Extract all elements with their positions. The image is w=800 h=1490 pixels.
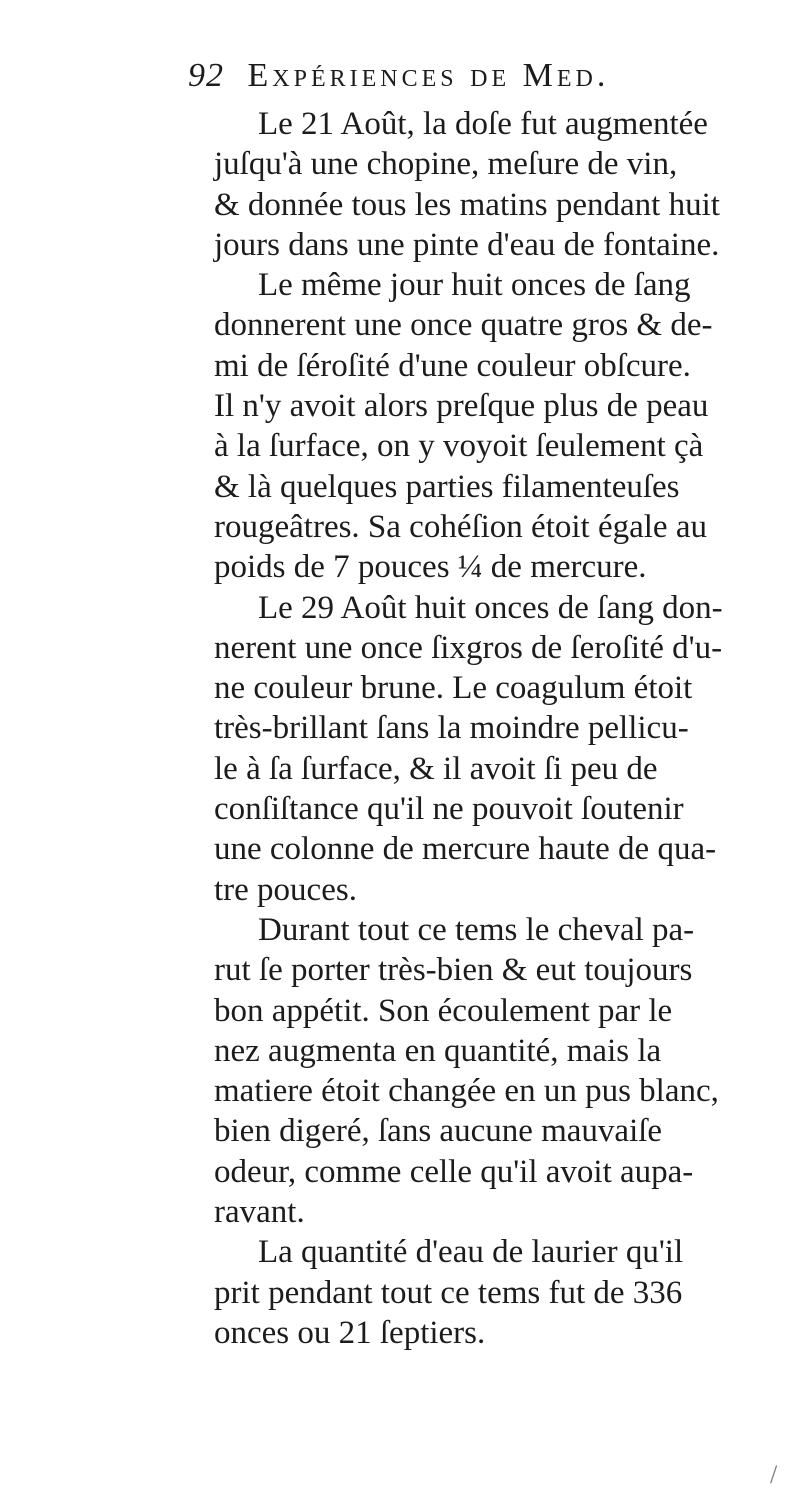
text-line: une colonne de mercure haute de qua- (214, 831, 717, 868)
text-line: très-brillant ſans la moindre pellicu- (214, 710, 689, 747)
text-line: poids de 7 pouces ¼ de mercure. (214, 549, 647, 586)
text-line: & donnée tous les matins pendant huit (214, 186, 720, 223)
text-line: rougeâtres. Sa cohéſion étoit égale au (214, 508, 707, 545)
text-line: juſqu'à une chopine, meſure de vin, (214, 146, 678, 183)
text-line: Le même jour huit onces de ſang (258, 267, 691, 304)
running-title: Expériences de Med. (247, 57, 610, 94)
text-line: prit pendant tout ce tems fut de 336 (214, 1274, 683, 1311)
text-line: matiere étoit changée en un pus blanc, (214, 1073, 719, 1110)
page-number: 92 (188, 57, 224, 94)
text-line: Il n'y avoit alors preſque plus de peau (214, 388, 709, 425)
text-line: Durant tout ce tems le cheval pa- (258, 911, 695, 948)
text-line: mi de ſéroſité d'une couleur obſcure. (214, 347, 691, 384)
text-line: & là quelques parties filamenteuſes (214, 468, 680, 505)
text-line: Le 29 Août huit onces de ſang don- (258, 589, 723, 626)
text-line: La quantité d'eau de laurier qu'il (258, 1234, 684, 1271)
text-line: rut ſe porter très-bien & eut toujours (214, 952, 693, 989)
text-line: donnerent une once quatre gros & de- (214, 307, 713, 344)
text-line: conſiſtance qu'il ne pouvoit ſoutenir (214, 791, 684, 828)
running-head (188, 48, 788, 104)
text-line: ravant. (214, 1194, 305, 1231)
text-line: jours dans une pinte d'eau de fontaine. (214, 226, 720, 263)
text-line: le à ſa ſurface, & il avoit ſi peu de (214, 750, 658, 787)
text-line: odeur, comme celle qu'il avoit aupa- (214, 1153, 694, 1190)
text-line: bien digeré, ſans aucune mauvaiſe (214, 1113, 663, 1150)
text-line: Le 21 Août, la doſe fut augmentée (258, 106, 708, 142)
text-line: onces ou 21 ſeptiers. (214, 1314, 486, 1351)
text-line: nerent une once ſixgros de ſeroſité d'u- (214, 629, 723, 666)
text-line: ne couleur brune. Le coagulum étoit (214, 670, 693, 707)
text-line: à la ſurface, on y voyoit ſeulement çà (214, 428, 704, 465)
text-line: nez augmenta en quantité, mais la (214, 1032, 662, 1069)
body-text (214, 104, 800, 1353)
text-line: tre pouces. (214, 871, 357, 908)
text-line: bon appétit. Son écoulement par le (214, 992, 673, 1029)
margin-mark-icon: / (770, 1460, 778, 1489)
